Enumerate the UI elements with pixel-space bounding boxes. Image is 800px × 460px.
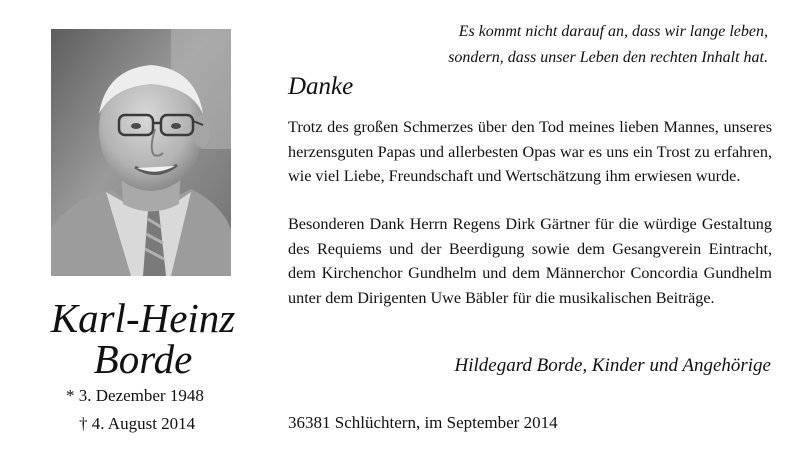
quote-line-1: Es kommt nicht darauf an, dass wir lange leben, — [458, 23, 768, 40]
signature: Hildegard Borde, Kinder und Angehörige — [454, 355, 771, 376]
heading-danke: Danke — [288, 73, 354, 100]
paragraph-special-thanks: Besonderen Dank Herrn Regens Dirk Gärtner für die würdige Gestaltung des Requiems und der Beerdigung sowie dem Gesangverein Eintracht, dem Kirchenchor Gundhelm und dem Männerchor Concordia Gundhelm unter dem Dirigenten Uwe Bäbler für die musikalischen Beiträge. — [288, 215, 772, 307]
paragraph-thanks: Trotz des großen Schmerzes über den Tod meines lieben Mannes, unseres herzensguten Papas und allerbesten Opas war es uns ein Trost zu erfahren, wie viel Liebe, Freundschaft und Wertschätzung ihm erwiesen wurde. — [288, 118, 772, 185]
deceased-last-name: Borde — [93, 336, 193, 382]
quote-line-2: sondern, dass unser Leben den rechten Inhalt hat. — [448, 49, 768, 66]
death-date: † 4. August 2014 — [79, 414, 196, 433]
deceased-first-name: Karl-Heinz — [50, 295, 236, 341]
quote — [348, 19, 768, 71]
place-and-date: 36381 Schlüchtern, im September 2014 — [288, 413, 558, 432]
portrait-photo — [51, 29, 231, 276]
birth-date: * 3. Dezember 1948 — [66, 386, 204, 405]
